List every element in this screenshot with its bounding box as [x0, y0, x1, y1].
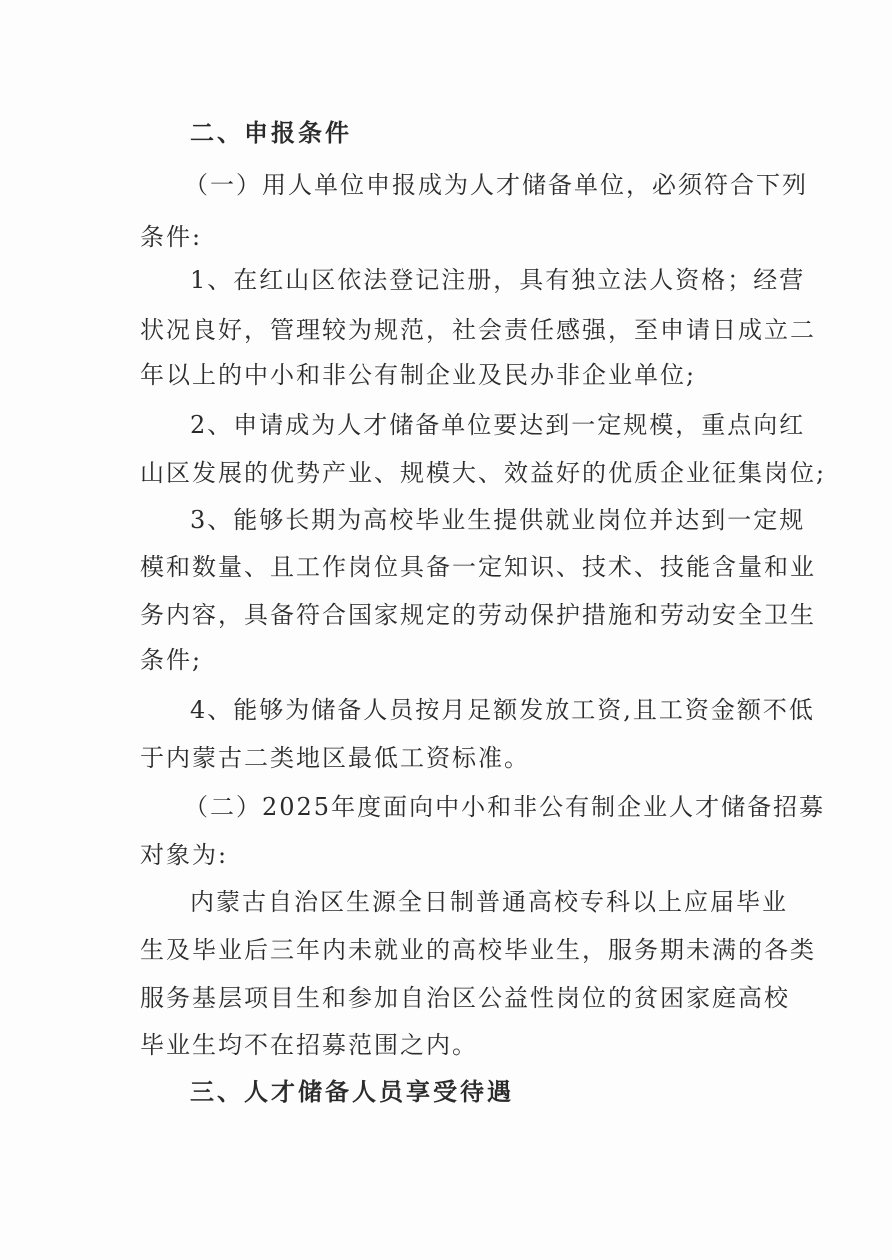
paragraph-line: 于内蒙古二类地区最低工资标准。	[140, 744, 530, 772]
section-heading-2: 二、申报条件	[190, 118, 352, 147]
paragraph-line: 对象为:	[140, 841, 229, 869]
paragraph-line: （一）用人单位申报成为人才储备单位，必须符合下列	[184, 171, 808, 199]
paragraph-line: 2、申请成为人才储备单位要达到一定规模，重点向红	[190, 411, 806, 439]
section-heading-3: 三、人才储备人员享受待遇	[190, 1077, 514, 1106]
paragraph-line: 1、在红山区依法登记注册，具有独立法人资格；经营	[190, 266, 806, 294]
paragraph-line: 内蒙古自治区生源全日制普通高校专科以上应届毕业	[190, 888, 788, 916]
paragraph-line: 3、能够长期为高校毕业生提供就业岗位并达到一定规	[190, 506, 806, 534]
paragraph-line: （二）2025年度面向中小和非公有制企业人才储备招募	[184, 793, 826, 821]
paragraph-line: 条件:	[140, 223, 203, 251]
paragraph-line: 生及毕业后三年内未就业的高校毕业生，服务期未满的各类	[140, 936, 816, 964]
paragraph-line: 条件;	[140, 646, 203, 674]
paragraph-line: 状况良好，管理较为规范，社会责任感强，至申请日成立二	[140, 316, 816, 344]
paragraph-line: 务内容，具备符合国家规定的劳动保护措施和劳动安全卫生	[140, 601, 816, 629]
paragraph-line: 年以上的中小和非公有制企业及民办非企业单位;	[140, 361, 697, 389]
paragraph-line: 服务基层项目生和参加自治区公益性岗位的贫困家庭高校	[140, 984, 790, 1012]
paragraph-line: 4、能够为储备人员按月足额发放工资,且工资金额不低	[190, 696, 815, 724]
paragraph-line: 毕业生均不在招募范围之内。	[140, 1031, 478, 1059]
paragraph-line: 山区发展的优势产业、规模大、效益好的优质企业征集岗位;	[140, 459, 827, 487]
paragraph-line: 模和数量、且工作岗位具备一定知识、技术、技能含量和业	[140, 553, 816, 581]
